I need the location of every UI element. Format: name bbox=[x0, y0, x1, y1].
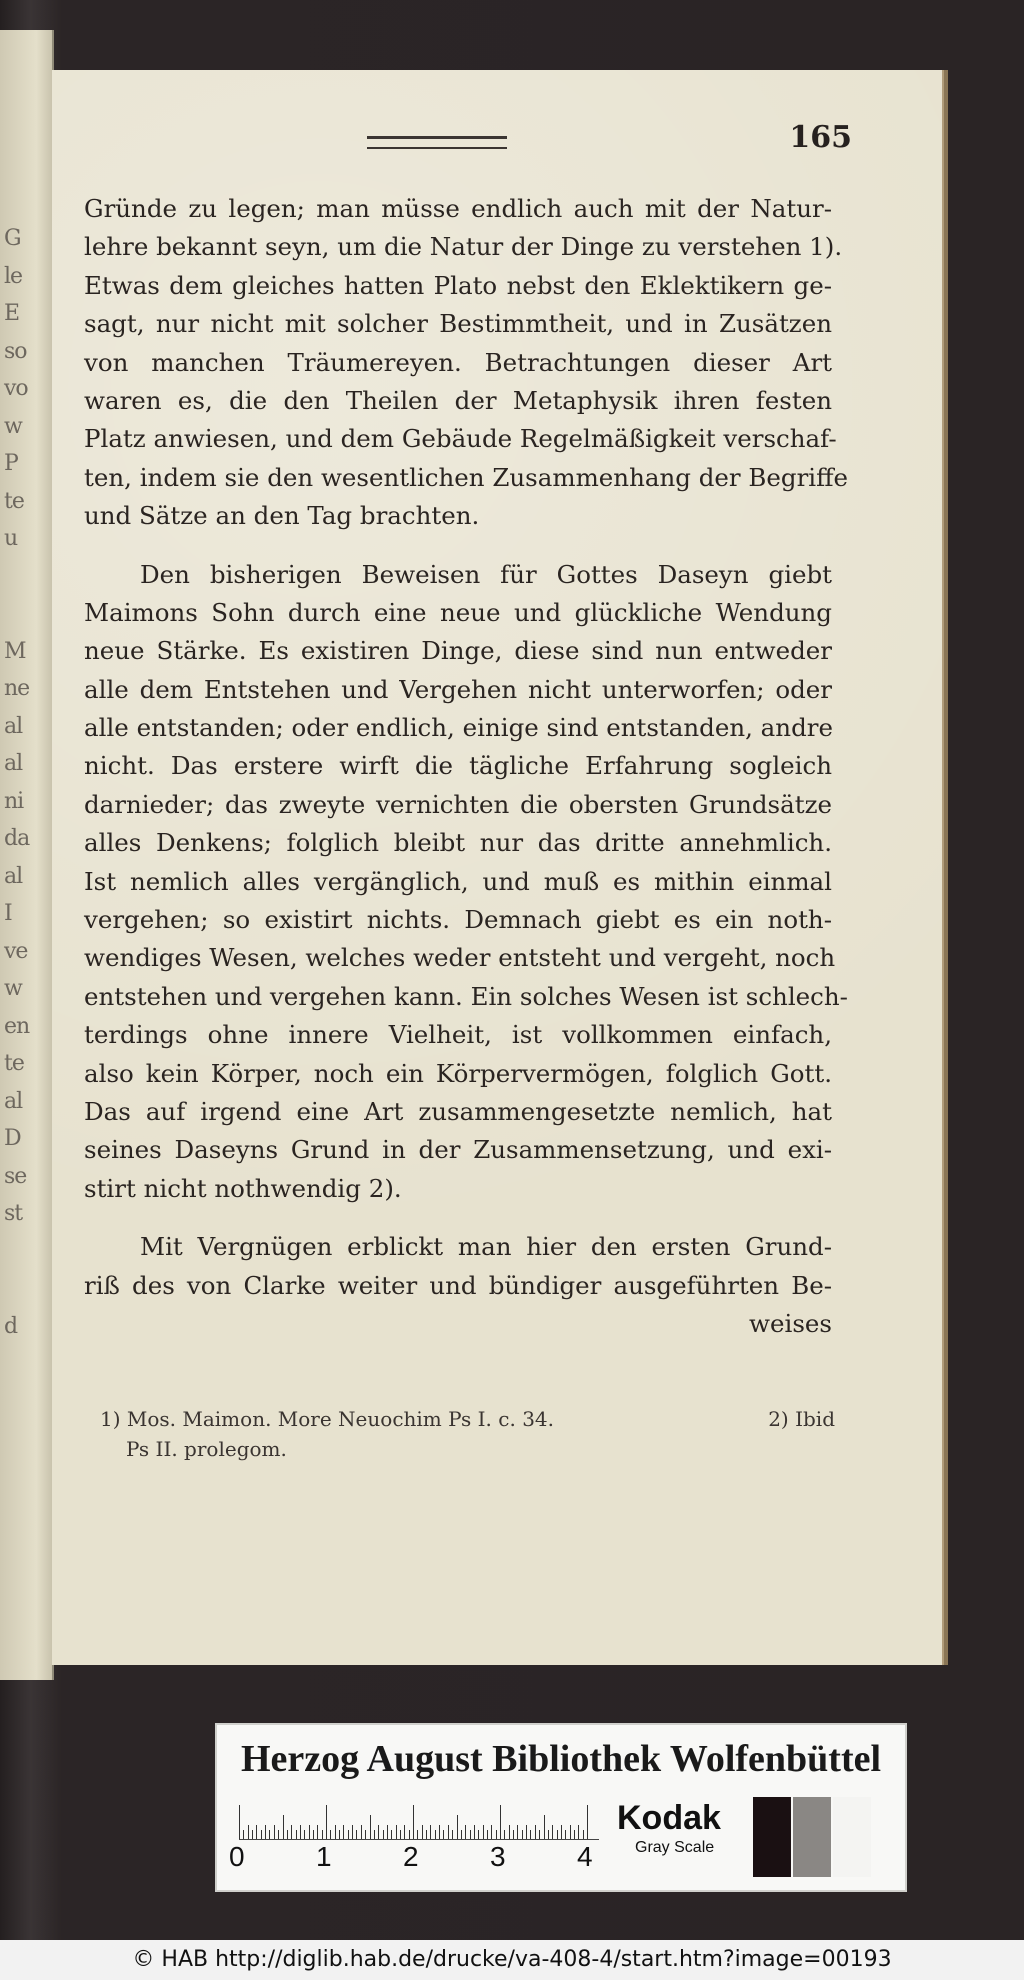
text-line: Den bisherigen Beweisen für Gottes Daseyn giebt bbox=[140, 559, 832, 589]
ruler-tick bbox=[239, 1805, 240, 1839]
ruler-tick bbox=[278, 1830, 279, 1839]
ruler-tick bbox=[570, 1825, 571, 1839]
text-line: alles Denkens; folglich bleibt nur das dritte annehmlich. bbox=[84, 828, 832, 858]
ruler-tick bbox=[243, 1830, 244, 1839]
ruler-tick bbox=[470, 1830, 471, 1839]
ruler-tick bbox=[300, 1825, 301, 1839]
text-line: neue Stärke. Es existiren Dinge, diese sind nun entweder bbox=[84, 636, 832, 666]
kodak-logo: Kodak bbox=[617, 1799, 721, 1837]
page-body bbox=[84, 190, 849, 1343]
ruler-tick bbox=[343, 1825, 344, 1839]
ruler-tick bbox=[552, 1825, 553, 1839]
ruler-tick bbox=[465, 1825, 466, 1839]
ruler-tick bbox=[487, 1830, 488, 1839]
header-ornament-rule bbox=[367, 136, 507, 149]
ruler-tick bbox=[370, 1815, 371, 1839]
ruler-tick bbox=[439, 1825, 440, 1839]
ruler-tick bbox=[544, 1815, 545, 1839]
ruler-number: 1 bbox=[316, 1841, 332, 1872]
ruler-tick bbox=[404, 1825, 405, 1839]
ruler-tick bbox=[522, 1830, 523, 1839]
ruler-tick bbox=[252, 1830, 253, 1839]
ruler-tick bbox=[557, 1830, 558, 1839]
ruler-tick bbox=[400, 1830, 401, 1839]
ruler-number: 3 bbox=[490, 1841, 506, 1872]
ruler-tick bbox=[435, 1830, 436, 1839]
library-color-target bbox=[215, 1723, 907, 1892]
footnote-2: 2) Ibid bbox=[768, 1407, 835, 1431]
ruler-tick bbox=[535, 1825, 536, 1839]
ruler-tick bbox=[274, 1825, 275, 1839]
text-line: Mit Vergnügen erblickt man hier den ersten Grund- bbox=[140, 1232, 832, 1262]
ruler-tick bbox=[430, 1825, 431, 1839]
paragraph-2 bbox=[84, 556, 848, 1209]
scale-ruler bbox=[239, 1805, 599, 1840]
ruler-tick bbox=[391, 1830, 392, 1839]
text-line: lehre bekannt seyn, um die Natur der Dinge zu verstehen 1). bbox=[84, 232, 843, 262]
ruler-tick bbox=[413, 1805, 414, 1839]
ruler-number: 0 bbox=[229, 1841, 245, 1872]
ruler-tick bbox=[313, 1830, 314, 1839]
ruler-tick bbox=[422, 1825, 423, 1839]
text-line: stirt nicht nothwendig 2). bbox=[84, 1173, 402, 1203]
text-line: riß des von Clarke weiter und bündiger ausgeführten Be- bbox=[84, 1270, 832, 1300]
paragraph-1 bbox=[84, 190, 849, 536]
text-line: seines Daseyns Grund in der Zusammensetzung, und exi- bbox=[84, 1135, 832, 1165]
ruler-tick bbox=[478, 1830, 479, 1839]
ruler-tick bbox=[517, 1825, 518, 1839]
ruler-tick bbox=[409, 1830, 410, 1839]
page-number: 165 bbox=[789, 120, 852, 155]
ruler-tick bbox=[457, 1815, 458, 1839]
book-page bbox=[52, 70, 942, 1665]
footnotes bbox=[100, 1404, 835, 1464]
ruler-tick bbox=[269, 1830, 270, 1839]
ruler-tick bbox=[304, 1830, 305, 1839]
text-line: Maimons Sohn durch eine neue und glückliche Wendung bbox=[84, 597, 832, 627]
ruler-tick bbox=[374, 1830, 375, 1839]
ruler-tick bbox=[291, 1825, 292, 1839]
ruler-tick bbox=[322, 1830, 323, 1839]
ruler-tick bbox=[452, 1830, 453, 1839]
ruler-tick bbox=[283, 1815, 284, 1839]
text-line: wendiges Wesen, welches weder entsteht und vergeht, noch bbox=[84, 943, 836, 973]
ruler-number: 4 bbox=[577, 1841, 593, 1872]
copyright-footer: © HAB http://diglib.hab.de/drucke/va-408-4/start.htm?image=00193 bbox=[0, 1940, 1024, 1980]
ruler-tick bbox=[352, 1825, 353, 1839]
ruler-tick bbox=[530, 1830, 531, 1839]
text-line: von manchen Träumereyen. Betrachtungen dieser Art bbox=[84, 347, 832, 377]
ruler-tick bbox=[461, 1830, 462, 1839]
ruler-tick bbox=[248, 1825, 249, 1839]
ruler-tick bbox=[348, 1830, 349, 1839]
ruler-tick bbox=[483, 1825, 484, 1839]
ruler-numbers bbox=[229, 1841, 609, 1875]
ruler-number: 2 bbox=[403, 1841, 419, 1872]
text-line: alle dem Entstehen und Vergehen nicht unterworfen; oder bbox=[84, 674, 832, 704]
ruler-tick bbox=[561, 1825, 562, 1839]
text-line: Gründe zu legen; man müsse endlich auch mit der Natur- bbox=[84, 194, 832, 223]
ruler-tick bbox=[365, 1830, 366, 1839]
ruler-tick bbox=[504, 1830, 505, 1839]
text-line: und Sätze an den Tag brachten. bbox=[84, 501, 480, 531]
text-line: Platz anwiesen, und dem Gebäude Regelmäßigkeit verschaf- bbox=[84, 424, 837, 454]
text-line: sagt, nur nicht mit solcher Bestimmtheit, und in Zusätzen bbox=[84, 309, 832, 339]
ruler-tick bbox=[378, 1825, 379, 1839]
ruler-tick bbox=[396, 1825, 397, 1839]
ruler-tick bbox=[335, 1825, 336, 1839]
ruler-tick bbox=[496, 1830, 497, 1839]
catchword: weises bbox=[749, 1308, 832, 1338]
ruler-tick bbox=[261, 1830, 262, 1839]
ruler-tick bbox=[539, 1830, 540, 1839]
ruler-tick bbox=[317, 1825, 318, 1839]
ruler-tick bbox=[509, 1825, 510, 1839]
text-line: nicht. Das erstere wirft die tägliche Erfahrung sogleich bbox=[84, 751, 832, 781]
ruler-tick bbox=[574, 1830, 575, 1839]
ruler-tick bbox=[256, 1825, 257, 1839]
ruler-tick bbox=[356, 1830, 357, 1839]
ruler-tick bbox=[417, 1830, 418, 1839]
text-line: Etwas dem gleiches hatten Plato nebst den Eklektikern ge- bbox=[84, 270, 832, 300]
ruler-tick bbox=[296, 1830, 297, 1839]
facing-page-text-fragments: G le E so vo w P te u M ne al al ni da al I ve w en te al D se st d bbox=[4, 226, 30, 1339]
ruler-tick bbox=[426, 1830, 427, 1839]
footnote-1: 1) Mos. Maimon. More Neuochim Ps I. c. 34. bbox=[100, 1407, 554, 1431]
ruler-tick bbox=[443, 1830, 444, 1839]
text-line: vergehen; so existirt nichts. Demnach giebt es ein noth- bbox=[84, 905, 832, 935]
gray-swatch bbox=[833, 1797, 871, 1877]
ruler-tick bbox=[500, 1805, 501, 1839]
ruler-tick bbox=[587, 1805, 588, 1839]
ruler-tick bbox=[513, 1830, 514, 1839]
gray-swatch bbox=[793, 1797, 831, 1877]
ruler-tick bbox=[309, 1825, 310, 1839]
text-line: Ist nemlich alles vergänglich, und muß es mithin einmal bbox=[84, 866, 832, 896]
text-line: ten, indem sie den wesentlichen Zusammenhang der Begriffe bbox=[84, 462, 849, 492]
text-line: darnieder; das zweyte vernichten die obersten Grundsätze bbox=[84, 789, 832, 819]
ruler-tick bbox=[287, 1830, 288, 1839]
text-line: waren es, die den Theilen der Metaphysik ihren festen bbox=[84, 385, 832, 415]
ruler-tick bbox=[565, 1830, 566, 1839]
text-line: Das auf irgend eine Art zusammengesetzte nemlich, hat bbox=[84, 1096, 832, 1126]
ruler-tick bbox=[330, 1830, 331, 1839]
ruler-tick bbox=[583, 1830, 584, 1839]
gray-scale-text: Gray Scale bbox=[635, 1839, 715, 1856]
library-name: Herzog August Bibliothek Wolfenbüttel bbox=[240, 1738, 882, 1780]
ruler-tick bbox=[387, 1825, 388, 1839]
ruler-tick bbox=[326, 1805, 327, 1839]
text-line: also kein Körper, noch ein Körpervermögen, folglich Gott. bbox=[84, 1058, 832, 1088]
ruler-tick bbox=[361, 1825, 362, 1839]
ruler-tick bbox=[491, 1825, 492, 1839]
ruler-tick bbox=[265, 1825, 266, 1839]
ruler-tick bbox=[578, 1825, 579, 1839]
gray-swatch bbox=[753, 1797, 791, 1877]
ruler-tick bbox=[548, 1830, 549, 1839]
paragraph-3 bbox=[84, 1228, 832, 1305]
ruler-tick bbox=[339, 1830, 340, 1839]
ruler-tick bbox=[474, 1825, 475, 1839]
ruler-tick bbox=[383, 1830, 384, 1839]
footnote-continuation: Ps II. prolegom. bbox=[126, 1437, 287, 1461]
text-line: alle entstanden; oder endlich, einige sind entstanden, andre bbox=[84, 713, 833, 743]
text-line: entstehen und vergehen kann. Ein solches Wesen ist schlech- bbox=[84, 981, 848, 1011]
facing-page-edge bbox=[0, 30, 54, 1680]
ruler-tick bbox=[526, 1825, 527, 1839]
ruler-tick bbox=[448, 1825, 449, 1839]
text-line: terdings ohne innere Vielheit, ist vollkommen einfach, bbox=[84, 1020, 832, 1050]
